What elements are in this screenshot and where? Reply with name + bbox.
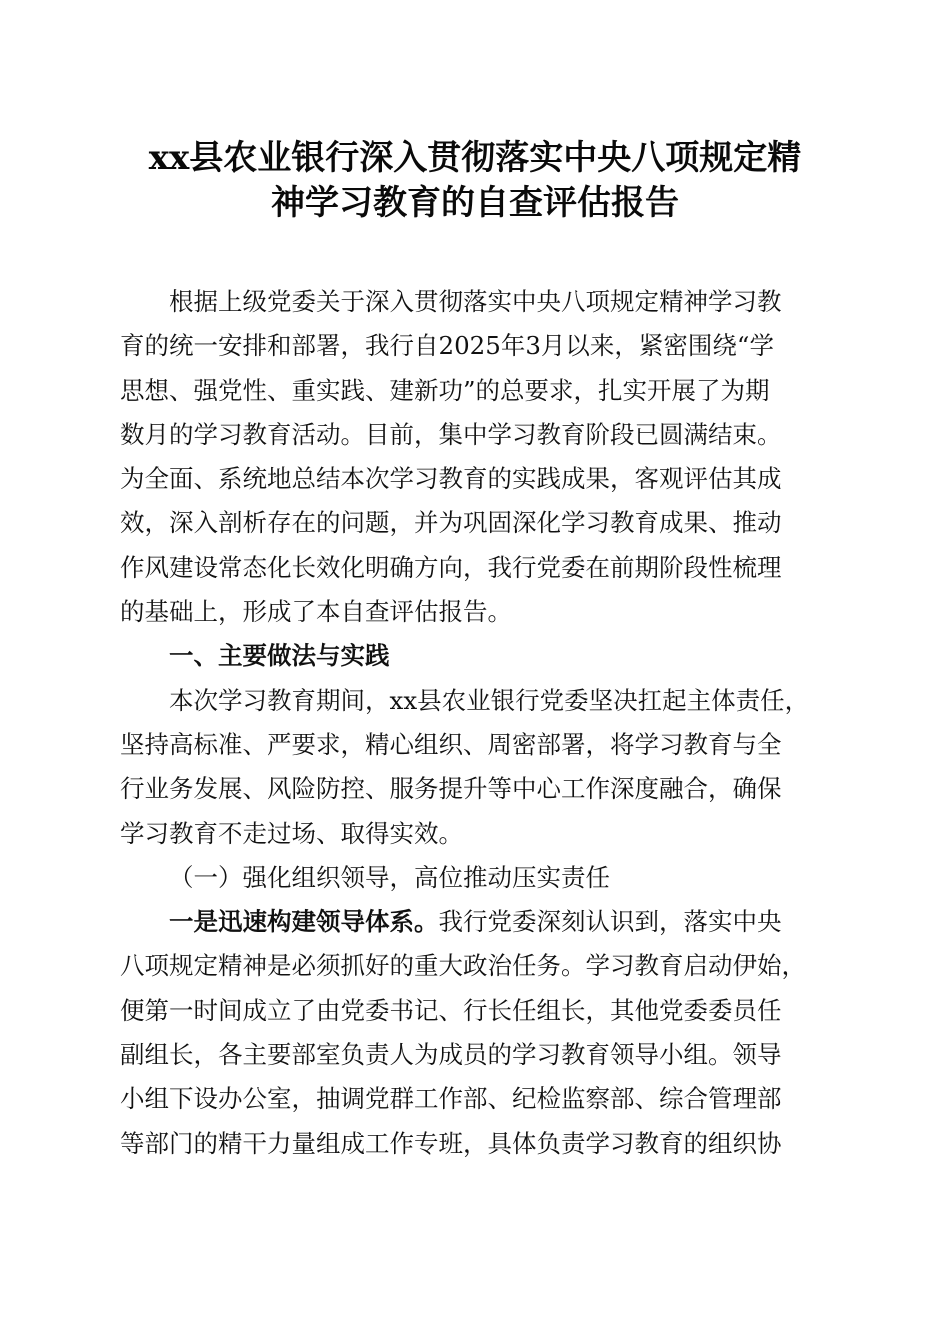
subsection-1-line: 等部门的精干力量组成工作专班，具体负责学习教育的组织协: [120, 1128, 782, 1158]
intro-paragraph: [120, 280, 832, 634]
section-1-line: 行业务发展、风险防控、服务提升等中心工作深度融合，确保: [120, 774, 782, 804]
subsection-1-line: 八项规定精神是必须抓好的重大政治任务。学习教育启动伊始，: [120, 951, 806, 981]
subsection-1-line: 小组下设办公室，抽调党群工作部、纪检监察部、综合管理部: [120, 1084, 782, 1114]
section-1-paragraph: [120, 679, 832, 856]
intro-line: 数月的学习教育活动。目前，集中学习教育阶段已圆满结束。: [120, 419, 782, 449]
intro-line: 根据上级党委关于深入贯彻落实中央八项规定精神学习教: [169, 287, 782, 316]
subsection-1-line: 副组长，各主要部室负责人为成员的学习教育领导小组。领导: [120, 1040, 782, 1070]
subsection-heading-1: （一）强化组织领导，高位推动压实责任: [169, 862, 610, 892]
intro-line: 思想、强党性、重实践、建新功”的总要求，扎实开展了为期: [120, 375, 770, 405]
intro-line: 育的统一安排和部署，我行自2025年3月以来，紧密围绕“学: [120, 331, 774, 361]
lead-phrase: 一是迅速构建领导体系。: [169, 907, 439, 937]
section-heading-1: 一、主要做法与实践: [169, 641, 390, 671]
intro-line: 的基础上，形成了本自查评估报告。: [120, 597, 512, 627]
section-1-line: 本次学习教育期间，xx县农业银行党委坚决扛起主体责任，: [169, 685, 810, 715]
title-line-1: xx县农业银行深入贯彻落实中央八项规定精: [148, 138, 802, 178]
subsection-1-line: 便第一时间成立了由党委书记、行长任组长，其他党委委员任: [120, 995, 782, 1025]
first-line-rest: 我行党委深刻认识到，落实中央: [438, 907, 782, 937]
intro-line: 为全面、系统地总结本次学习教育的实践成果，客观评估其成: [120, 464, 782, 494]
page-title: [100, 136, 850, 226]
document-body: [120, 280, 832, 1166]
intro-line: 作风建设常态化长效化明确方向，我行党委在前期阶段性梳理: [120, 552, 782, 582]
section-1-line: 学习教育不走过场、取得实效。: [120, 818, 463, 848]
intro-line: 效，深入剖析存在的问题，并为巩固深化学习教育成果、推动: [120, 508, 782, 538]
section-1-line: 坚持高标准、严要求，精心组织、周密部署，将学习教育与全: [120, 729, 782, 759]
title-line-2: 神学习教育的自查评估报告: [271, 183, 679, 223]
subsection-1-first-line: [120, 900, 832, 944]
subsection-1-paragraph: [120, 900, 832, 1166]
